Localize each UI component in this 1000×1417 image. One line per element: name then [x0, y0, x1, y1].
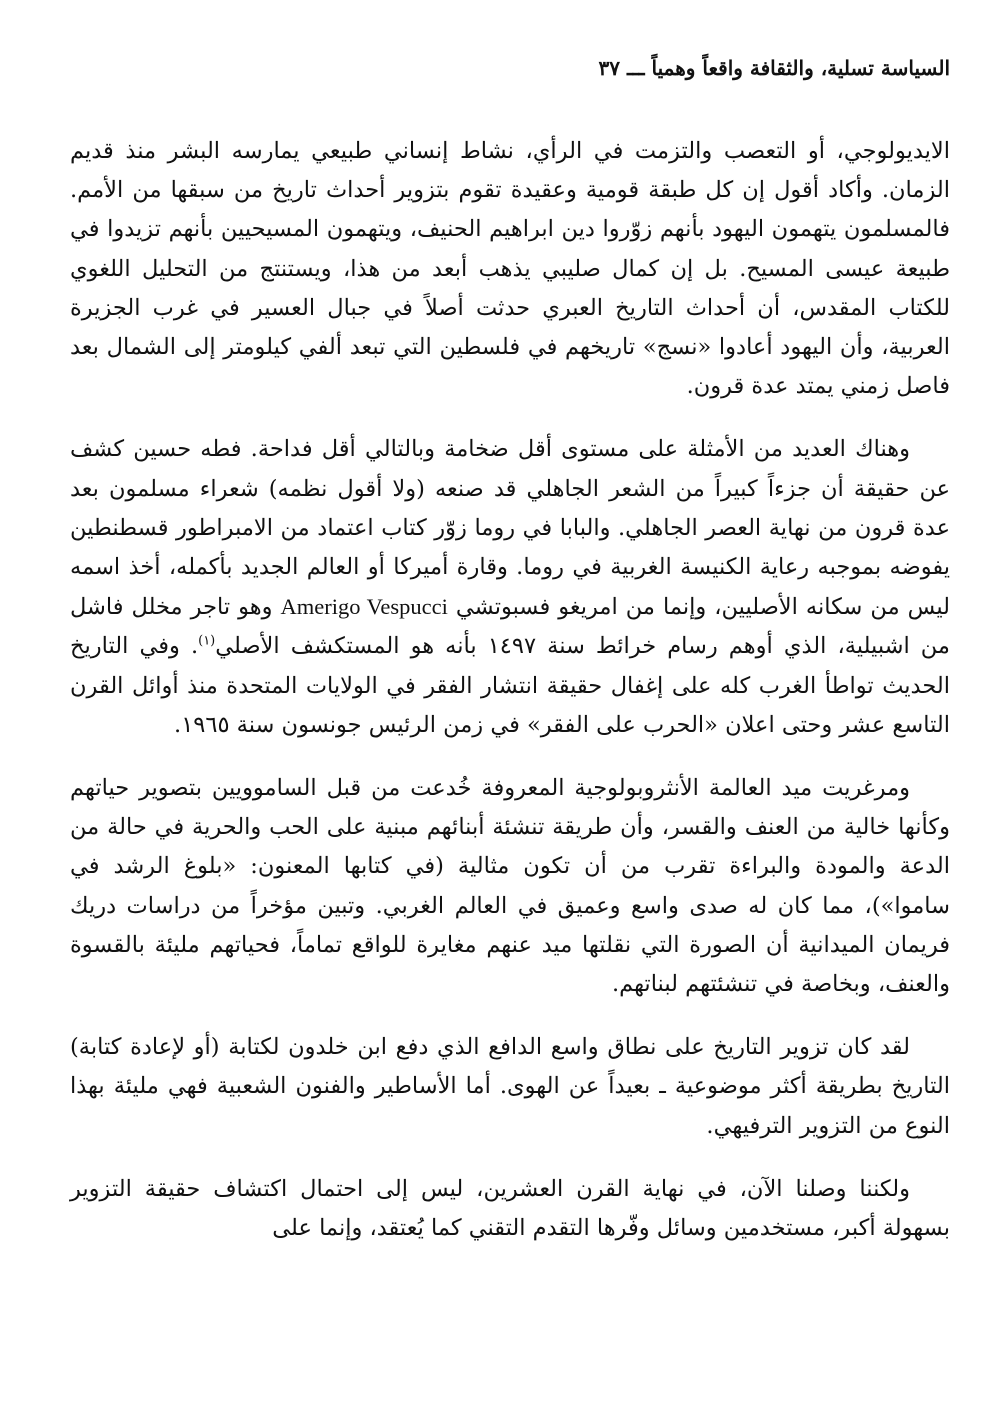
paragraph-4: لقد كان تزوير التاريخ على نطاق واسع الدافع الذي دفع ابن خلدون لكتابة (أو لإعادة كتابة) التاريخ بطريقة أكثر موضوعية ـ بعيداً عن الهوى. أما الأساطير والفنون الشعبية فهي مليئة بهذا النوع من التزوير الترفيهي. [70, 1034, 950, 1139]
running-header [70, 52, 950, 84]
page-number: ٣٧ [598, 56, 621, 80]
paragraph-1: الايديولوجي، أو التعصب والتزمت في الرأي، نشاط إنساني طبيعي يمارسه البشر منذ قديم الزمان. وأكاد أقول إن كل طبقة قومية وعقيدة تقوم بتزوير أحداث تاريخ من سبقها من الأمم. فالمسلمون يتهمون اليهود بأنهم زوّروا دين ابراهيم الحنيف، ويتهمون المسيحيين بأنهم تزيدوا في طبيعة عيسى المسيح. بل إن كمال صليبي يذهب أبعد من هذا، ويستنتج من التحليل اللغوي للكتاب المقدس، أن أحداث التاريخ العبري حدثت أصلاً في جبال العسير في غرب الجزيرة العربية، وأن اليهود أعادوا «نسج» تاريخهم في فلسطين التي تبعد ألفي كيلومتر إلى الشمال بعد فاصل زمني يمتد عدة قرون. [70, 138, 950, 400]
running-title: السياسة تسلية، والثقافة واقعاً وهمياً [651, 56, 950, 80]
paragraph-2-part-3: . وفي التاريخ الحديث تواطأ الغرب كله على إغفال حقيقة انتشار الفقر في الولايات المتحدة منذ أوائل القرن التاسع عشر وحتى اعلان «الحرب على الفقر» في زمن الرئيس جونسون سنة ١٩٦٥. [70, 633, 950, 738]
latin-name: Amerigo Vespucci [280, 594, 448, 620]
paragraph-2-part-2: وهو تاجر مخلل فاشل من اشبيلية، الذي أوهم رسام خرائط سنة ١٤٩٧ بأنه هو المستكشف الأصلي [70, 594, 950, 660]
paragraph-2-part-1: وهناك العديد من الأمثلة على مستوى أقل ضخامة وبالتالي أقل فداحة. فطه حسين كشف عن حقيقة أن جزءاً كبيراً من الشعر الجاهلي قد صنعه (ولا أقول نظمه) شعراء مسلمون بعد عدة قرون من نهاية العصر الجاهلي. والبابا في روما زوّر كتاب اعتماد من الامبراطور قسطنطين يفوضه بموجبه رعاية الكنيسة الغربية في روما. وقارة أميركا أو العالم الجديد بأكمله، أخذ اسمه ليس من سكانه الأصليين، وإنما من امريغو فسبوتشي [70, 436, 950, 621]
footnote-marker[interactable]: (١) [198, 633, 216, 649]
paragraph-5: ولكننا وصلنا الآن، في نهاية القرن العشرين، ليس إلى احتمال اكتشاف حقيقة التزوير بسهولة أكبر، مستخدمين وسائل وفّرها التقدم التقني كما يُعتقد، وإنما على [70, 1175, 950, 1242]
header-dash: ـــ [627, 56, 645, 80]
paragraph-3: ومرغريت ميد العالمة الأنثروبولوجية المعروفة خُدعت من قبل الساموويين بتصوير حياتهم وكأنها خالية من العنف والقسر، وأن طريقة تنشئة أبنائهم مبنية على الحب والحرية في حالة من الدعة والمودة والبراءة تقرب من أن تكون مثالية (في كتابها المعنون: «بلوغ الرشد في ساموا»)، مما كان له صدى واسع وعميق في العالم الغربي. وتبين مؤخراً من دراسات دريك فريمان الميدانية أن الصورة التي نقلتها ميد عنهم مغايرة للواقع تماماً، فحياتهم مليئة بالقسوة والعنف، وبخاصة في تنشئتهم لبناتهم. [70, 775, 950, 998]
document-page [70, 52, 950, 1402]
paragraph-2 [70, 430, 950, 745]
